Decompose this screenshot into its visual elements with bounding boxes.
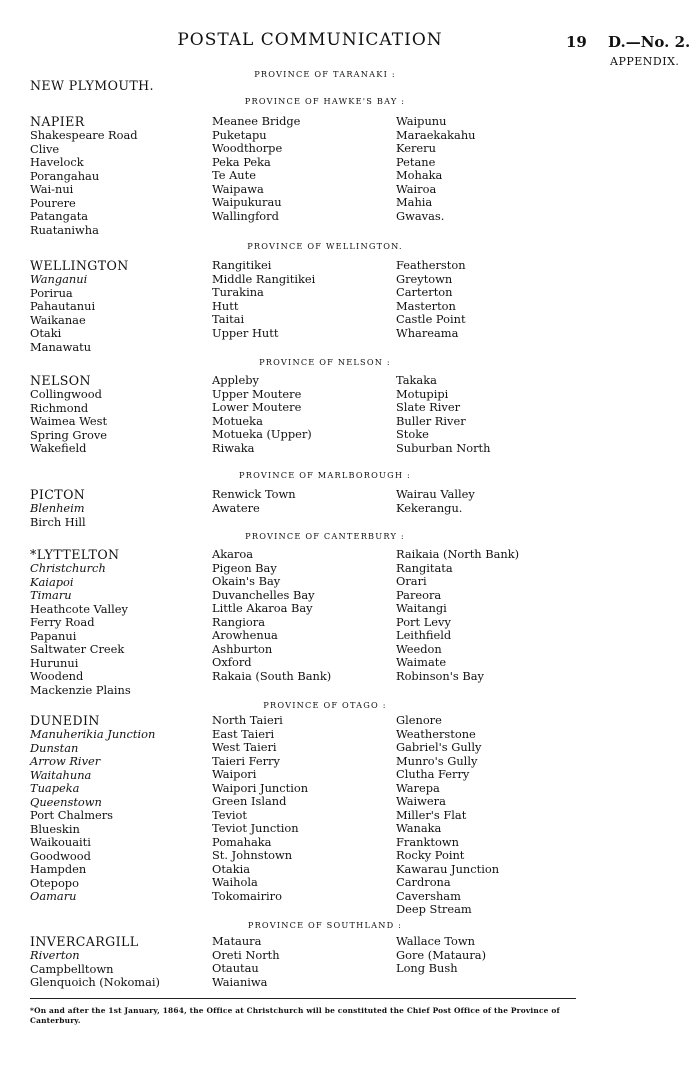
post-office-entry: Papanui	[30, 628, 77, 643]
post-office-entry: Clive	[30, 141, 60, 156]
post-office-entry: Pareora	[396, 587, 442, 602]
province-heading-wellington: PROVINCE OF WELLINGTON.	[247, 241, 403, 251]
post-office-entry: Dunstan	[30, 740, 79, 755]
chief-post-office: NELSON	[30, 373, 91, 388]
province-heading-otago: PROVINCE OF OTAGO :	[263, 700, 387, 710]
post-office-entry: Blenheim	[30, 501, 85, 515]
post-office-entry: Otautau	[212, 961, 259, 975]
chief-office-column	[30, 548, 202, 697]
chief-office-column	[30, 714, 202, 904]
post-office-entry: Whareama	[396, 325, 459, 340]
footnote-divider	[30, 998, 576, 999]
post-office-entry: Franktown	[396, 834, 459, 849]
post-office-entry: Otepopo	[30, 875, 79, 890]
post-office-entry: St. Johnstown	[212, 848, 293, 862]
post-office-entry: Teviot	[212, 807, 247, 822]
post-office-entry: Rocky Point	[396, 848, 465, 862]
offices-column-2	[212, 548, 392, 683]
post-office-entry: Ashburton	[212, 641, 273, 656]
post-office-entry: East Taieri	[212, 726, 275, 741]
post-office-entry: Gore (Mataura)	[396, 947, 487, 962]
post-office-entry: Waiwera	[396, 794, 446, 808]
post-office-entry: Turakina	[212, 285, 264, 299]
post-office-entry: Motueka	[212, 413, 263, 428]
post-office-entry: Ruataniwha	[30, 222, 99, 237]
post-office-entry: Gabriel's Gully	[396, 740, 482, 754]
offices-column-2	[212, 259, 392, 340]
post-office-entry: Stoke	[396, 427, 429, 441]
chief-office-column	[30, 488, 202, 529]
post-office-entry: Blueskin	[30, 821, 80, 836]
post-office-entry: Porangahau	[30, 168, 100, 183]
post-office-entry: Oxford	[212, 655, 252, 669]
post-office-entry: West Taieri	[212, 740, 277, 754]
post-office-entry: Deep Stream	[396, 902, 472, 916]
post-office-entry: Havelock	[30, 155, 84, 169]
chief-post-office: PICTON	[30, 487, 86, 502]
page-number: 19	[566, 33, 587, 51]
chief-post-office: NEW PLYMOUTH.	[30, 78, 154, 93]
post-office-entry: Waikanae	[30, 312, 86, 327]
post-office-entry: Ferry Road	[30, 615, 95, 629]
chief-post-office: DUNEDIN	[30, 713, 100, 728]
post-office-entry: Rangitata	[396, 560, 453, 575]
post-office-entry: Upper Hutt	[212, 325, 279, 340]
page-title: POSTAL COMMUNICATION	[177, 30, 443, 50]
post-office-entry: Rangitikei	[212, 258, 272, 272]
offices-column-2	[212, 935, 392, 989]
post-office-entry: Appleby	[212, 373, 259, 387]
post-office-entry: Hurunui	[30, 655, 79, 670]
post-office-entry: North Taieri	[212, 713, 283, 727]
post-office-entry: Pomahaka	[212, 834, 272, 849]
offices-column-3	[396, 714, 556, 917]
post-office-entry: Timaru	[30, 588, 72, 602]
post-office-entry: Port Levy	[396, 614, 451, 629]
post-office-entry: Oamaru	[30, 889, 77, 903]
chief-office-column	[30, 79, 202, 93]
post-office-entry: Waipunu	[396, 114, 447, 128]
post-office-entry: Richmond	[30, 400, 89, 415]
offices-column-3	[396, 115, 556, 223]
post-office-entry: Akaroa	[212, 547, 254, 561]
post-office-entry: Rakaia (South Bank)	[212, 668, 332, 683]
post-office-entry: Munro's Gully	[396, 753, 478, 768]
post-office-entry: Waipawa	[212, 181, 264, 196]
offices-column-3	[396, 374, 556, 455]
post-office-entry: Waipori	[212, 767, 257, 781]
province-heading-nelson: PROVINCE OF NELSON :	[259, 357, 391, 367]
post-office-entry: Weatherstone	[396, 726, 476, 741]
post-office-entry: Campbelltown	[30, 961, 114, 976]
offices-column-3	[396, 548, 556, 683]
post-office-entry: Warepa	[396, 780, 440, 795]
post-office-entry: Petane	[396, 154, 436, 169]
offices-column-3	[396, 259, 556, 340]
post-office-entry: Lower Moutere	[212, 400, 302, 414]
post-office-entry: Cardrona	[396, 875, 451, 889]
post-office-entry: Waitahuna	[30, 767, 92, 782]
post-office-entry: Manawatu	[30, 339, 92, 354]
post-office-entry: Oreti North	[212, 947, 280, 962]
post-office-entry: Waikouaiti	[30, 835, 91, 849]
post-office-entry: Port Chalmers	[30, 808, 114, 822]
post-office-entry: Leithfield	[396, 628, 452, 642]
province-heading-hawkes-bay: PROVINCE OF HAWKE'S BAY :	[244, 96, 406, 106]
post-office-entry: Awatere	[212, 500, 260, 515]
post-office-entry: Takaka	[396, 373, 437, 387]
post-office-entry: Masterton	[396, 298, 456, 313]
post-office-entry: Hutt	[212, 298, 239, 313]
post-office-entry: Riwaka	[212, 440, 255, 455]
offices-column-2	[212, 115, 392, 223]
post-office-entry: Wanganui	[30, 272, 88, 286]
post-office-entry: Pourere	[30, 195, 76, 210]
post-office-entry: Waitangi	[396, 601, 447, 615]
province-heading-southland: PROVINCE OF SOUTHLAND :	[247, 920, 403, 930]
post-office-entry: Kawarau Junction	[396, 861, 500, 876]
chief-post-office: INVERCARGILL	[30, 934, 139, 949]
chief-office-column	[30, 935, 202, 990]
post-office-entry: Mackenzie Plains	[30, 682, 131, 697]
post-office-entry: Hampden	[30, 862, 87, 876]
post-office-entry: Pahautanui	[30, 299, 96, 313]
post-office-entry: Upper Moutere	[212, 386, 302, 401]
post-office-entry: Arrow River	[30, 754, 101, 768]
offices-column-3	[396, 488, 556, 515]
post-office-entry: Saltwater Creek	[30, 642, 125, 656]
post-office-entry: Queenstown	[30, 794, 102, 809]
post-office-entry: Okain's Bay	[212, 574, 281, 588]
post-office-entry: Spring Grove	[30, 427, 108, 442]
post-office-entry: Motupipi	[396, 386, 449, 401]
post-office-entry: Waipukurau	[212, 195, 282, 209]
post-office-entry: Wairau Valley	[396, 487, 475, 501]
document-reference: D.—No. 2.	[608, 33, 691, 51]
post-office-entry: Meanee Bridge	[212, 114, 301, 128]
chief-office-column	[30, 115, 202, 237]
post-office-entry: Riverton	[30, 948, 80, 962]
post-office-entry: Collingwood	[30, 387, 102, 401]
post-office-entry: Peka Peka	[212, 154, 271, 169]
post-office-entry: Suburban North	[396, 440, 491, 455]
chief-post-office: NAPIER	[30, 114, 85, 129]
post-office-entry: Renwick Town	[212, 487, 296, 501]
post-office-entry: Woodthorpe	[212, 141, 283, 155]
post-office-entry: Arowhenua	[212, 628, 278, 642]
post-office-entry: Maraekakahu	[396, 127, 476, 142]
post-office-entry: Kaiapoi	[30, 574, 74, 589]
post-office-entry: Tokomairiro	[212, 888, 282, 903]
post-office-entry: Puketapu	[212, 127, 267, 142]
post-office-entry: Porirua	[30, 285, 73, 300]
post-office-entry: Castle Point	[396, 312, 466, 326]
post-office-entry: Waipori Junction	[212, 780, 309, 795]
post-office-entry: Woodend	[30, 669, 84, 683]
post-office-entry: Taieri Ferry	[212, 753, 280, 768]
province-heading-canterbury: PROVINCE OF CANTERBURY :	[245, 531, 405, 541]
post-office-entry: Glenquoich (Nokomai)	[30, 975, 160, 989]
post-office-entry: Kereru	[396, 141, 436, 155]
post-office-entry: Raikaia (North Bank)	[396, 547, 520, 561]
post-office-entry: Te Aute	[212, 168, 256, 182]
post-office-entry: Shakespeare Road	[30, 128, 138, 142]
post-office-entry: Birch Hill	[30, 514, 86, 529]
post-office-entry: Carterton	[396, 285, 453, 299]
post-office-entry: Clutha Ferry	[396, 767, 470, 781]
post-office-entry: Gwavas.	[396, 208, 445, 223]
post-office-entry: Duvanchelles Bay	[212, 587, 315, 602]
post-office-entry: Goodwood	[30, 848, 91, 863]
post-office-entry: Glenore	[396, 713, 442, 727]
post-office-entry: Motueka (Upper)	[212, 427, 312, 441]
province-heading-taranaki: PROVINCE OF TARANAKI :	[254, 69, 396, 79]
post-office-entry: Manuherikia Junction	[30, 727, 156, 741]
province-heading-marlborough: PROVINCE OF MARLBOROUGH :	[239, 470, 411, 480]
post-office-entry: Orari	[396, 574, 427, 588]
post-office-entry: Christchurch	[30, 561, 106, 575]
post-office-entry: Green Island	[212, 794, 287, 808]
post-office-entry: Miller's Flat	[396, 807, 467, 822]
post-office-entry: Buller River	[396, 413, 466, 428]
offices-column-2	[212, 714, 392, 903]
offices-column-2	[212, 374, 392, 455]
post-office-entry: Wai-nui	[30, 182, 74, 196]
post-office-entry: Slate River	[396, 400, 461, 414]
post-office-entry: Wakefield	[30, 441, 87, 455]
post-office-entry: Mahia	[396, 195, 433, 209]
post-office-entry: Patangata	[30, 209, 89, 223]
post-office-entry: Middle Rangitikei	[212, 271, 316, 286]
post-office-entry: Waihola	[212, 875, 258, 889]
offices-column-3	[396, 935, 556, 976]
post-office-entry: Teviot Junction	[212, 821, 299, 835]
post-office-entry: Waianiwa	[212, 974, 268, 989]
post-office-entry: Tuapeka	[30, 781, 80, 795]
post-office-entry: Waimea West	[30, 414, 108, 428]
post-office-entry: Wallingford	[212, 208, 279, 223]
post-office-entry: Kekerangu.	[396, 500, 463, 515]
post-office-entry: Mohaka	[396, 168, 443, 182]
chief-office-column	[30, 374, 202, 456]
post-office-entry: Mataura	[212, 934, 262, 948]
post-office-entry: Waimate	[396, 655, 447, 669]
chief-post-office: *LYTTELTON	[30, 547, 120, 562]
post-office-entry: Robinson's Bay	[396, 668, 484, 683]
appendix-label: APPENDIX.	[610, 55, 680, 68]
post-office-entry: Wallace Town	[396, 934, 475, 948]
post-office-entry: Long Bush	[396, 961, 458, 975]
offices-column-2	[212, 488, 392, 515]
post-office-entry: Otaki	[30, 326, 62, 340]
post-office-entry: Caversham	[396, 888, 461, 903]
post-office-entry: Otakia	[212, 861, 251, 876]
post-office-entry: Rangiora	[212, 614, 265, 629]
post-office-entry: Pigeon Bay	[212, 560, 277, 575]
post-office-entry: Heathcote Valley	[30, 601, 128, 616]
post-office-entry: Little Akaroa Bay	[212, 601, 313, 615]
post-office-entry: Taitai	[212, 312, 245, 326]
post-office-entry: Wanaka	[396, 821, 442, 835]
footnote: *On and after the 1st January, 1864, the Office at Christchurch will be constituted the Chief Post Office of the Province of Canterbury.	[30, 1006, 560, 1025]
post-office-entry: Greytown	[396, 271, 453, 286]
chief-post-office: WELLINGTON	[30, 258, 129, 273]
post-office-entry: Wairoa	[396, 181, 437, 196]
chief-office-column	[30, 259, 202, 354]
post-office-entry: Featherston	[396, 258, 466, 272]
post-office-entry: Weedon	[396, 641, 442, 656]
